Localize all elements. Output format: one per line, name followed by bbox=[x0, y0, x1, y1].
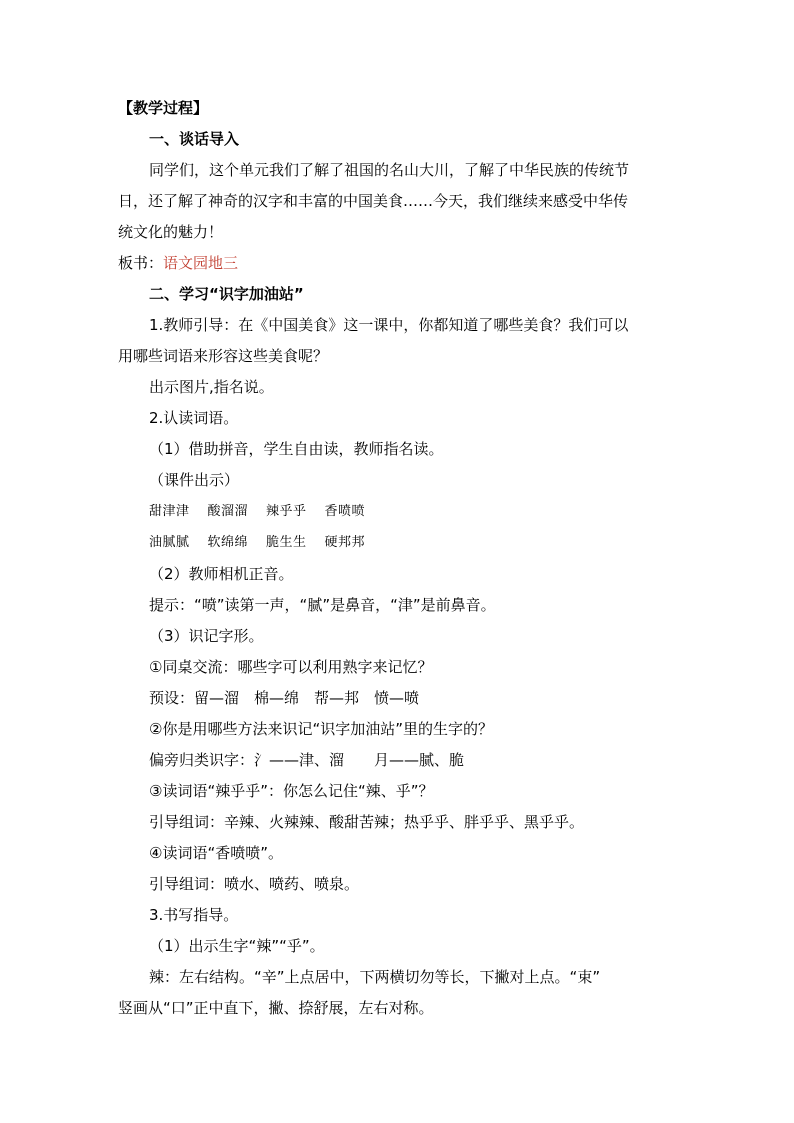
word: 油腻腻 bbox=[149, 535, 190, 550]
word: 甜津津 bbox=[149, 504, 190, 519]
word: 酸溜溜 bbox=[207, 504, 249, 519]
step1-line-1: 1.教师引导：在《中国美食》这一课中，你都知道了哪些美食？我们可以 bbox=[149, 316, 629, 334]
words-row-2 bbox=[149, 533, 383, 553]
word: 硬邦邦 bbox=[324, 535, 366, 550]
guide-words-2: 引导组词：喷水、喷药、喷泉。 bbox=[149, 875, 360, 893]
intro-line-2: 日，还了解了神奇的汉字和丰富的中国美食……今天，我们继续来感受中华传 bbox=[118, 192, 629, 210]
part2-heading: 二、学习“识字加油站” bbox=[149, 285, 304, 303]
word: 辣乎乎 bbox=[266, 504, 307, 519]
section-title: 【教学过程】 bbox=[118, 99, 209, 117]
board-label: 板书： bbox=[118, 254, 164, 272]
la-line-1: 辣：左右结构。“辛”上点居中，下两横切勿等长，下撇对上点。“束” bbox=[149, 968, 601, 986]
intro-line-3: 统文化的魅力！ bbox=[118, 223, 224, 241]
question-4: ④读词语“香喷喷”。 bbox=[149, 844, 283, 862]
radical-classification: 偏旁归类识字：氵——津、溜 月——腻、脆 bbox=[149, 751, 465, 769]
question-3: ③读词语“辣乎乎”：你怎么记住“辣、乎”？ bbox=[149, 782, 434, 800]
guide-words-1: 引导组词：辛辣、火辣辣、酸甜苦辣；热乎乎、胖乎乎、黑乎乎。 bbox=[149, 813, 585, 831]
word: 香喷喷 bbox=[324, 504, 366, 519]
words-row-1 bbox=[149, 502, 383, 522]
step1-line-2: 用哪些词语来形容这些美食呢？ bbox=[118, 347, 329, 365]
board-value: 语文园地三 bbox=[163, 254, 239, 272]
part1-heading: 一、谈话导入 bbox=[149, 130, 240, 148]
step3-1: （1）出示生字“辣”“乎”。 bbox=[149, 937, 325, 955]
question-2: ②你是用哪些方法来识记“识字加油站”里的生字的？ bbox=[149, 720, 493, 738]
tip: 提示：“喷”读第一声，“腻”是鼻音，“津”是前鼻音。 bbox=[149, 596, 496, 614]
step2: 2.认读词语。 bbox=[149, 409, 239, 427]
step2-2: （2）教师相机正音。 bbox=[149, 565, 294, 583]
show-pictures: 出示图片,指名说。 bbox=[149, 378, 274, 396]
step3: 3.书写指导。 bbox=[149, 906, 239, 924]
courseware: （课件出示） bbox=[149, 471, 240, 489]
intro-line-1: 同学们，这个单元我们了解了祖国的名山大川，了解了中华民族的传统节 bbox=[149, 161, 630, 179]
board-writing bbox=[118, 253, 238, 273]
word: 软绵绵 bbox=[207, 535, 249, 550]
step2-1: （1）借助拼音，学生自由读，教师指名读。 bbox=[149, 440, 444, 458]
preset: 预设：留—溜 棉—绵 帮—邦 愤—喷 bbox=[149, 689, 420, 707]
question-1: ①同桌交流：哪些字可以利用熟字来记忆？ bbox=[149, 658, 433, 676]
la-line-2: 竖画从“口”正中直下，撇、捺舒展，左右对称。 bbox=[118, 999, 434, 1017]
step2-3: （3）识记字形。 bbox=[149, 627, 264, 645]
word: 脆生生 bbox=[266, 535, 307, 550]
